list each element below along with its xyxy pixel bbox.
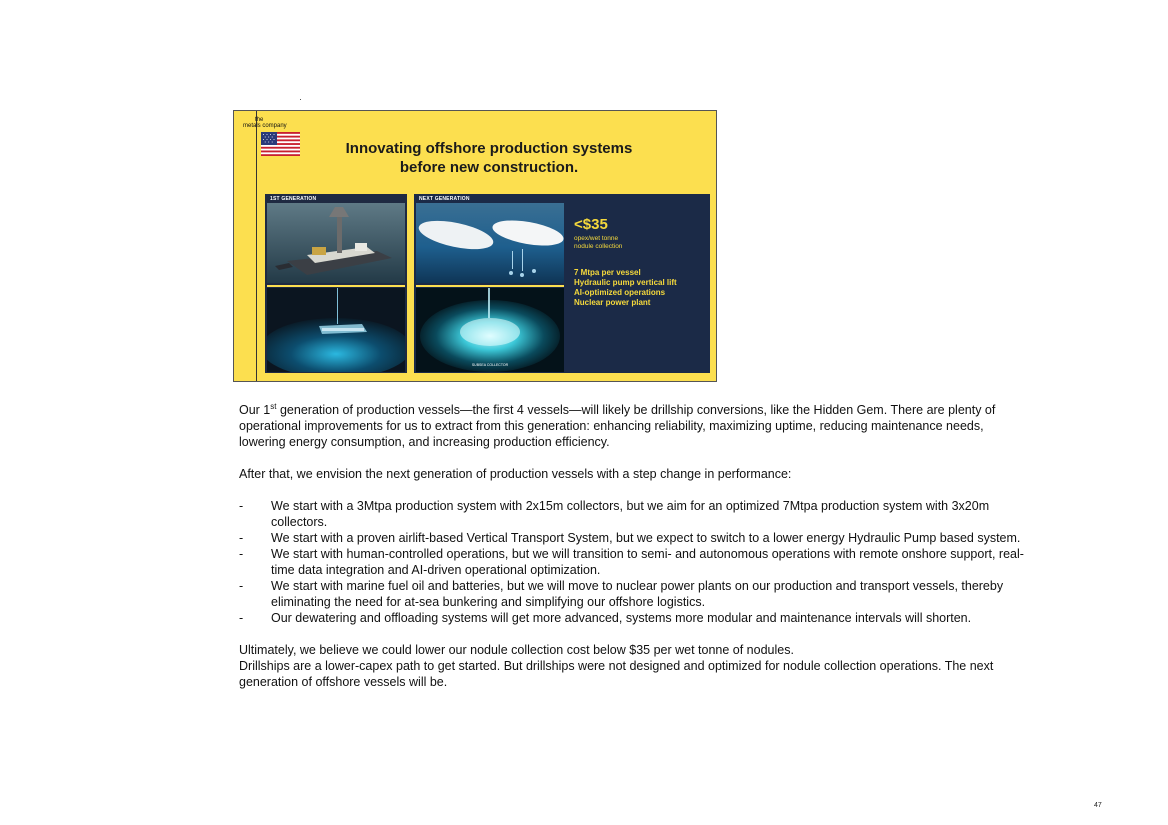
image-separator [267, 285, 405, 287]
p1-rest: generation of production vessels—the first 4 vessels—will likely be drillship conversions, like the Hidden Gem. There are plenty of operational improvements for us to extract from this generation: enhancing reliability, maximizing uptime, reducing maintenance needs, lowering energy consumption, and increasing production efficiency. [239, 403, 996, 449]
p1-start: Our 1 [239, 403, 271, 417]
bullet-dash: - [239, 499, 244, 513]
next-generation-panel [414, 194, 710, 373]
bullet-text: We start with human-controlled operations, but we will transition to semi- and autonomous operations with remote onshore support, real-time data integration and AI-driven operational optimization. [271, 547, 1024, 577]
feature-item: Hydraulic pump vertical lift [574, 278, 677, 287]
first-generation-label: 1ST GENERATION [270, 196, 317, 202]
paragraph-next-generation: After that, we envision the next generation of production vessels with a step change in performance: [239, 467, 792, 481]
future-vessels-image [416, 203, 564, 283]
slide-title-line-1: Innovating offshore production systems [345, 140, 633, 157]
bullet-item [239, 578, 1029, 610]
body-text [239, 402, 1029, 690]
page-number: 47 [1094, 802, 1102, 809]
slide-divider [256, 111, 257, 382]
bullet-item [239, 546, 1029, 578]
bullet-dash: - [239, 531, 244, 545]
paragraph-conclusion-line-2: Drillships are a lower-capex path to get started. But drillships were not designed and optimized for nodule collection operations. The next generation of offshore vessels will be. [239, 659, 994, 689]
bullet-text: We start with marine fuel oil and batteries, but we will move to nuclear power plants on our production and transport vessels, thereby eliminating the need for at-sea bunkering and simplifying our offshore logistics. [271, 579, 1004, 609]
slide-title-line-2: before new construction. [399, 159, 579, 176]
first-generation-panel [265, 194, 407, 373]
logo-text: metals company [243, 123, 287, 129]
bullet-item [239, 530, 1029, 546]
bullet-dash: - [239, 547, 244, 561]
paragraph-first-generation [239, 402, 1029, 450]
bullet-dash: - [239, 579, 244, 593]
collector-seafloor-image [267, 288, 405, 372]
slide-title [324, 139, 654, 177]
feature-item: 7 Mtpa per vessel [574, 268, 641, 277]
logo-the: the [255, 117, 264, 123]
drillship-image [267, 203, 405, 283]
paragraph-conclusion-line-1: Ultimately, we believe we could lower our nodule collection cost below $35 per wet tonne of nodules. [239, 643, 794, 657]
us-flag-icon [261, 132, 300, 156]
cost-stat-caption-line-2: nodule collection [574, 243, 623, 250]
collector-caption: SUBSEA COLLECTOR [471, 363, 509, 367]
bullet-item [239, 610, 1029, 626]
subsea-collector-image [416, 288, 564, 372]
feature-item: Nuclear power plant [574, 298, 651, 307]
image-separator [416, 285, 564, 287]
next-generation-label: NEXT GENERATION [419, 196, 470, 202]
feature-list [574, 268, 677, 308]
bullet-text: We start with a 3Mtpa production system with 2x15m collectors, but we aim for an optimized 7Mtpa production system with 3x20m collectors. [271, 499, 990, 529]
cost-stat-caption [574, 235, 622, 251]
bullet-text: We start with a proven airlift-based Vertical Transport System, but we expect to switch to a lower energy Hydraulic Pump based system. [271, 531, 1021, 545]
p1-superscript: st [270, 401, 277, 411]
cost-stat-caption-line-1: opex/wet tonne [574, 235, 619, 242]
cost-stat-value: <$35 [574, 216, 608, 233]
bullet-text: Our dewatering and offloading systems will get more advanced, systems more modular and maintenance intervals will shorten. [271, 611, 972, 625]
bullet-item [239, 498, 1029, 530]
stray-dot [300, 99, 301, 100]
slide-image [233, 110, 717, 382]
feature-item: AI-optimized operations [574, 288, 666, 297]
bullet-dash: - [239, 611, 244, 625]
